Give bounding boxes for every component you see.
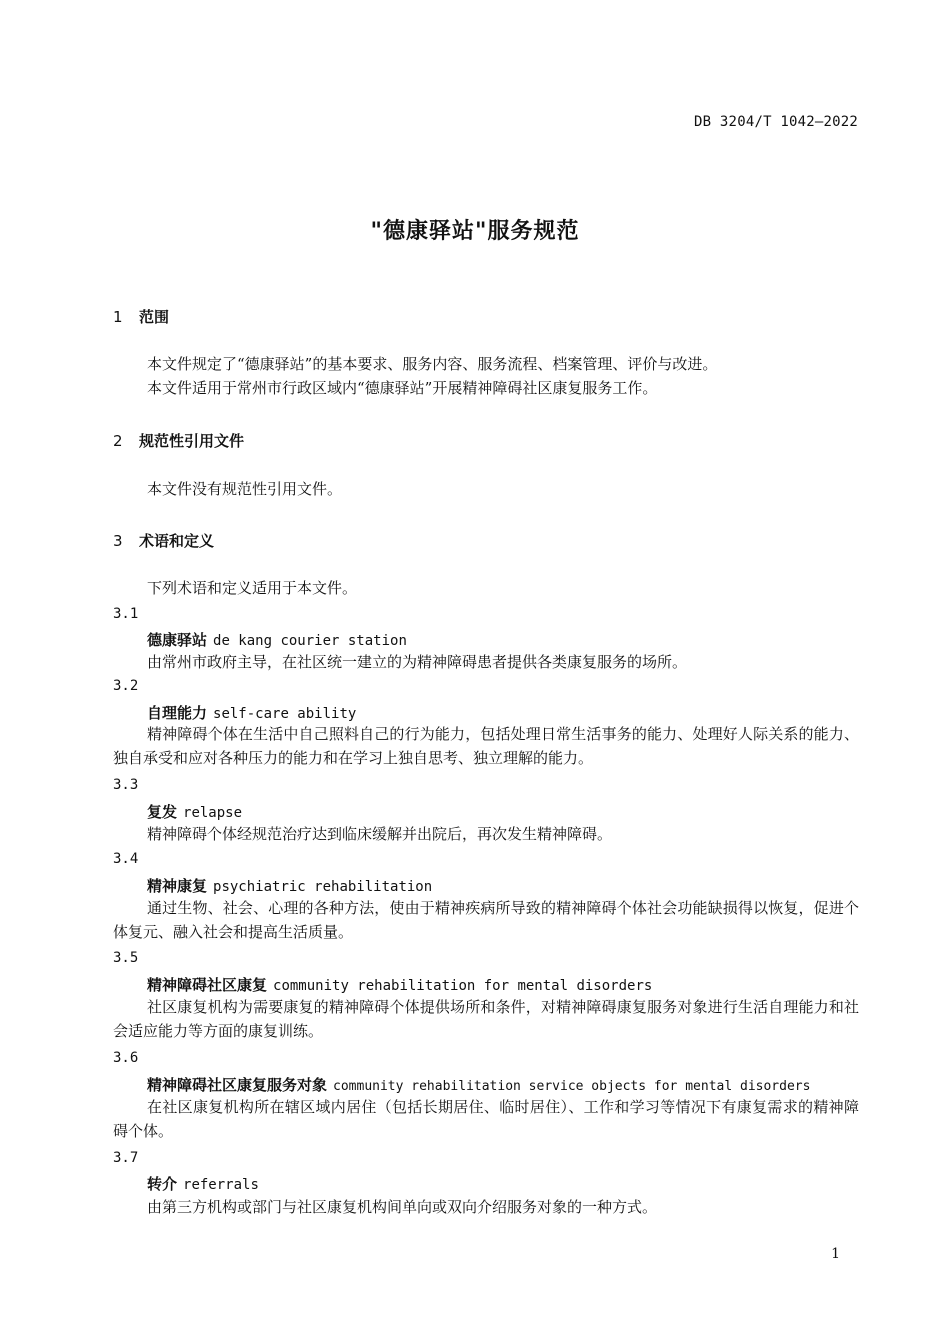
- term-definition: 精神障碍个体经规范治疗达到临床缓解并出院后，再次发生精神障碍。: [147, 825, 613, 843]
- term-number: 3.1: [113, 606, 139, 622]
- term-number: 3.3: [113, 777, 139, 793]
- term-zh: 转介: [147, 1175, 178, 1193]
- term-title: [147, 1173, 259, 1194]
- section-number: 3: [113, 532, 123, 550]
- term-definition: 通过生物、社会、心理的各种方法，使由于精神疾病所导致的精神障碍个体社会功能缺损得以恢复，促进个体复元、融入社会和提高生活质量。: [113, 899, 859, 941]
- term-number: 3.7: [113, 1150, 139, 1166]
- page-title: "德康驿站"服务规范: [370, 219, 580, 244]
- section-heading-scope: [113, 306, 169, 327]
- term-zh: 精神障碍社区康复服务对象: [147, 1076, 328, 1094]
- page-number: 1: [831, 1246, 840, 1262]
- document-number: DB 3204/T 1042—2022: [694, 114, 858, 130]
- term-en: self-care ability: [213, 706, 357, 722]
- term-title: [147, 702, 356, 723]
- paragraph: 本文件规定了“德康驿站”的基本要求、服务内容、服务流程、档案管理、评价与改进。: [147, 355, 718, 373]
- section-heading-terms: [113, 530, 214, 551]
- section-title: 术语和定义: [139, 532, 215, 550]
- term-zh: 自理能力: [147, 704, 208, 722]
- section-title: 范围: [139, 308, 170, 326]
- term-title: [147, 629, 407, 650]
- section-heading-normative-references: [113, 430, 244, 451]
- term-definition: 社区康复机构为需要康复的精神障碍个体提供场所和条件，对精神障碍康复服务对象进行生活自理能力和社会适应能力等方面的康复训练。: [113, 998, 859, 1040]
- term-en: relapse: [183, 805, 243, 821]
- term-zh: 德康驿站: [147, 631, 208, 649]
- term-title: [147, 974, 652, 995]
- term-definition: 由常州市政府主导，在社区统一建立的为精神障碍患者提供各类康复服务的场所。: [147, 653, 688, 671]
- paragraph: 本文件适用于常州市行政区域内“德康驿站”开展精神障碍社区康复服务工作。: [147, 379, 658, 397]
- term-en: community rehabilitation for mental disorders: [273, 978, 653, 994]
- term-definition: 由第三方机构或部门与社区康复机构间单向或双向介绍服务对象的一种方式。: [147, 1198, 658, 1216]
- term-zh: 精神康复: [147, 877, 208, 895]
- paragraph: 下列术语和定义适用于本文件。: [147, 579, 358, 597]
- term-zh: 复发: [147, 803, 178, 821]
- term-title: [147, 875, 432, 896]
- section-title: 规范性引用文件: [139, 432, 245, 450]
- term-zh: 精神障碍社区康复: [147, 976, 268, 994]
- term-en: psychiatric rehabilitation: [213, 879, 433, 895]
- term-number: 3.6: [113, 1050, 139, 1066]
- term-number: 3.2: [113, 678, 139, 694]
- term-en: referrals: [183, 1177, 259, 1193]
- term-en: community rehabilitation service objects for mental disorders: [333, 1079, 811, 1094]
- paragraph: 本文件没有规范性引用文件。: [147, 480, 343, 498]
- term-title: [147, 801, 242, 822]
- term-title: [147, 1074, 810, 1095]
- term-number: 3.5: [113, 950, 139, 966]
- term-number: 3.4: [113, 851, 139, 867]
- section-number: 2: [113, 432, 123, 450]
- term-en: de kang courier station: [213, 633, 407, 649]
- term-definition: 在社区康复机构所在辖区域内居住（包括长期居住、临时居住）、工作和学习等情况下有康复需求的精神障碍个体。: [113, 1098, 859, 1140]
- term-definition: 精神障碍个体在生活中自己照料自己的行为能力，包括处理日常生活事务的能力、处理好人际关系的能力、独自承受和应对各种压力的能力和在学习上独自思考、独立理解的能力。: [113, 725, 859, 767]
- section-number: 1: [113, 308, 123, 326]
